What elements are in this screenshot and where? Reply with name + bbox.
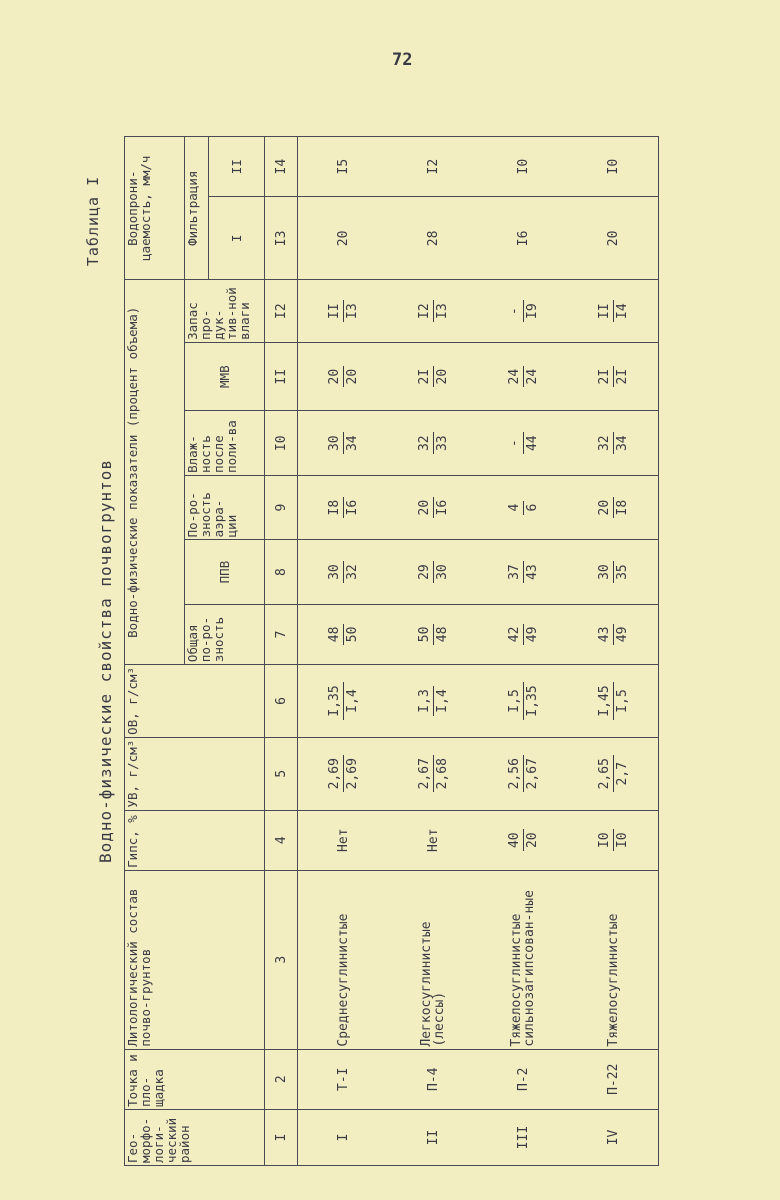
gypsum-cell [298, 810, 389, 870]
ov-top: I,5 [508, 682, 524, 719]
total-porosity-cell [478, 604, 568, 664]
total-porosity-top: 48 [328, 624, 344, 646]
uv-top: 2,69 [328, 755, 344, 792]
total-porosity-cell [298, 604, 389, 664]
uv-top: 2,67 [418, 755, 434, 792]
mmv-bottom: 20 [344, 368, 360, 385]
ppv-top: 29 [418, 561, 434, 583]
gypsum-bottom: I0 [614, 832, 630, 849]
gypsum-cell [478, 810, 568, 870]
lithology-cell: Среднесуглинистые [298, 870, 389, 1049]
table-row [388, 137, 478, 1166]
productive-cell [298, 280, 389, 342]
productive-bottom: I4 [614, 303, 630, 319]
header-water-physical: Водно-физические показатели (процент объема) [125, 280, 185, 665]
ppv-top: 30 [598, 561, 614, 583]
ppv-cell [478, 540, 568, 604]
ov-bottom: I,4 [344, 689, 360, 713]
mmv-bottom: 2I [614, 368, 630, 385]
productive-bottom: I3 [434, 303, 450, 319]
column-number: 6 [265, 665, 298, 738]
column-number: I4 [265, 137, 298, 197]
gypsum-text: Нет [335, 828, 351, 852]
uv-top: 2,56 [508, 755, 524, 792]
productive-top: II [328, 300, 344, 322]
region-cell: II [388, 1109, 478, 1165]
total-porosity-bottom: 49 [614, 626, 630, 643]
moisture-cell [478, 411, 568, 475]
uv-top: 2,65 [598, 755, 614, 792]
soil-properties-table [124, 136, 659, 1166]
productive-top: I2 [418, 300, 434, 322]
moisture-top: 30 [328, 432, 344, 454]
total-porosity-top: 43 [598, 624, 614, 646]
column-number: I3 [265, 197, 298, 280]
page-number: 72 [392, 50, 413, 70]
header-filtration: Фильтрация [185, 137, 209, 280]
column-number: II [265, 342, 298, 411]
ov-cell [568, 665, 659, 738]
filtration-i-cell: 28 [388, 197, 478, 280]
filtration-i-cell: 20 [568, 197, 659, 280]
filtration-i-cell: I6 [478, 197, 568, 280]
header-region: Гео-морфо-логи-ческий район [125, 1109, 265, 1165]
point-cell: П-2 [478, 1049, 568, 1109]
table-label: Таблица I [84, 175, 102, 267]
moisture-top: - [508, 432, 524, 454]
table-row [568, 137, 659, 1166]
total-porosity-cell [568, 604, 659, 664]
ov-top: I,45 [598, 682, 614, 719]
uv-cell [478, 737, 568, 810]
region-cell: IV [568, 1109, 659, 1165]
aeration-top: 4 [508, 501, 524, 515]
ppv-bottom: 32 [344, 564, 360, 580]
aeration-cell [568, 475, 659, 539]
column-number-row [265, 137, 298, 1166]
uv-bottom: 2,67 [524, 758, 540, 790]
moisture-cell [568, 411, 659, 475]
total-porosity-cell [388, 604, 478, 664]
gypsum-bottom: 20 [524, 832, 540, 849]
ppv-top: 30 [328, 561, 344, 583]
mmv-top: 24 [508, 366, 524, 388]
lithology-cell: Тяжелосуглинистые [568, 870, 659, 1049]
total-porosity-bottom: 50 [344, 626, 360, 643]
uv-cell [388, 737, 478, 810]
ov-top: I,35 [328, 682, 344, 719]
mmv-cell [298, 342, 389, 411]
header-aeration-porosity: По-ро-зность аэра-ции [185, 475, 265, 539]
mmv-top: 2I [598, 366, 614, 388]
moisture-top: 32 [598, 432, 614, 454]
header-lithology: Литологический состав почво-грунтов [125, 870, 265, 1049]
mmv-top: 20 [328, 366, 344, 388]
column-number: 8 [265, 540, 298, 604]
mmv-cell [568, 342, 659, 411]
ov-cell [388, 665, 478, 738]
filtration-ii-cell: I0 [478, 137, 568, 197]
header-point: Точка и пло-щадка [125, 1049, 265, 1109]
region-cell: III [478, 1109, 568, 1165]
gypsum-top: I0 [598, 829, 614, 851]
uv-cell [298, 737, 389, 810]
header-total-porosity: Общая по-ро-зность [185, 604, 265, 664]
ppv-bottom: 30 [434, 564, 450, 580]
column-number: 5 [265, 737, 298, 810]
ov-bottom: I,4 [434, 689, 450, 713]
lithology-cell: Легкосуглинистые (лессы) [388, 870, 478, 1049]
point-cell: П-4 [388, 1049, 478, 1109]
column-number: 3 [265, 870, 298, 1049]
table-title: Водно-физические свойства почвогрунтов [96, 458, 115, 864]
column-number: 4 [265, 810, 298, 870]
aeration-cell [298, 475, 389, 539]
gypsum-cell [568, 810, 659, 870]
productive-top: II [598, 300, 614, 322]
aeration-cell [478, 475, 568, 539]
header-productive-moisture: Запас про-дук-тив-ной влаги [185, 280, 265, 342]
ov-bottom: I,5 [614, 689, 630, 713]
ppv-cell [388, 540, 478, 604]
total-porosity-bottom: 48 [434, 626, 450, 643]
header-mmv: ММВ [185, 342, 265, 411]
ov-bottom: I,35 [524, 685, 540, 717]
aeration-cell [388, 475, 478, 539]
header-uv: УВ, г/см³ [125, 737, 265, 810]
uv-bottom: 2,69 [344, 758, 360, 790]
total-porosity-top: 42 [508, 624, 524, 646]
filtration-i-cell: 20 [298, 197, 389, 280]
header-permeability: Водопрони-цаемость, мм/ч [125, 137, 185, 280]
column-number: 9 [265, 475, 298, 539]
ppv-bottom: 43 [524, 564, 540, 580]
uv-bottom: 2,7 [614, 761, 630, 786]
ov-cell [478, 665, 568, 738]
column-number: I [265, 1109, 298, 1165]
productive-bottom: I3 [344, 303, 360, 319]
header-filtration-i: I [209, 197, 265, 280]
gypsum-top: 40 [508, 829, 524, 851]
mmv-bottom: 24 [524, 368, 540, 385]
header-filtration-ii: II [209, 137, 265, 197]
mmv-top: 2I [418, 366, 434, 388]
moisture-bottom: 44 [524, 435, 540, 452]
aeration-top: 20 [598, 497, 614, 519]
ov-top: I,3 [418, 686, 434, 715]
productive-cell [388, 280, 478, 342]
productive-bottom: I9 [524, 303, 540, 319]
moisture-cell [388, 411, 478, 475]
header-ov: ОВ, г/см³ [125, 665, 265, 738]
total-porosity-top: 50 [418, 624, 434, 646]
rotated-table-page [84, 106, 774, 1186]
moisture-cell [298, 411, 389, 475]
column-number: 7 [265, 604, 298, 664]
moisture-bottom: 34 [614, 435, 630, 452]
header-ppv: ППВ [185, 540, 265, 604]
region-cell: I [298, 1109, 389, 1165]
header-gypsum: Гипс, % [125, 810, 265, 870]
productive-top: - [508, 300, 524, 322]
moisture-top: 32 [418, 432, 434, 454]
ppv-cell [298, 540, 389, 604]
table-row [478, 137, 568, 1166]
gypsum-text: Нет [425, 828, 441, 852]
aeration-top: 20 [418, 497, 434, 519]
ov-cell [298, 665, 389, 738]
uv-cell [568, 737, 659, 810]
ppv-bottom: 35 [614, 564, 630, 580]
filtration-ii-cell: I5 [298, 137, 389, 197]
ppv-cell [568, 540, 659, 604]
mmv-cell [478, 342, 568, 411]
column-number: 2 [265, 1049, 298, 1109]
total-porosity-bottom: 49 [524, 626, 540, 643]
gypsum-cell [388, 810, 478, 870]
filtration-ii-cell: I0 [568, 137, 659, 197]
moisture-bottom: 34 [344, 435, 360, 452]
ppv-top: 37 [508, 561, 524, 583]
header-moisture-after-irrigation: Влаж-ность после поли-ва [185, 411, 265, 475]
table-row [298, 137, 389, 1166]
moisture-bottom: 33 [434, 435, 450, 452]
lithology-cell: Тяжелосуглинистые сильнозагипсован-ные [478, 870, 568, 1049]
mmv-cell [388, 342, 478, 411]
aeration-bottom: I6 [344, 499, 360, 516]
filtration-ii-cell: I2 [388, 137, 478, 197]
productive-cell [478, 280, 568, 342]
column-number: I2 [265, 280, 298, 342]
aeration-top: I8 [328, 497, 344, 519]
aeration-bottom: 6 [524, 503, 540, 512]
aeration-bottom: I8 [614, 499, 630, 516]
column-number: I0 [265, 411, 298, 475]
uv-bottom: 2,68 [434, 758, 450, 790]
point-cell: П-22 [568, 1049, 659, 1109]
point-cell: Т-I [298, 1049, 389, 1109]
mmv-bottom: 20 [434, 368, 450, 385]
aeration-bottom: I6 [434, 499, 450, 516]
productive-cell [568, 280, 659, 342]
